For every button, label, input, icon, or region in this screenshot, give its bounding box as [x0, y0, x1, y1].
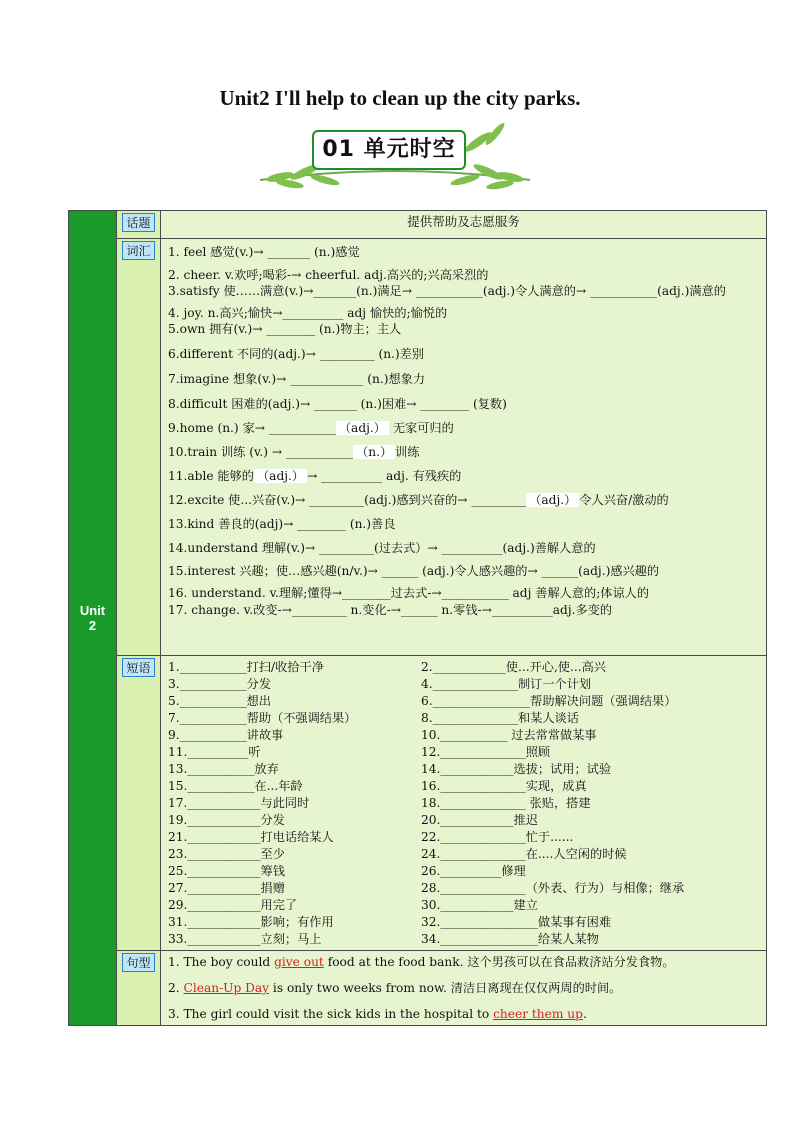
phrase-row	[161, 744, 766, 761]
vocab-row	[69, 239, 767, 656]
topic-cell	[161, 211, 767, 239]
sentence-item: 2. Clean-Up Day is only two weeks from now. 清洁日离现在仅仅两周的时间。	[168, 981, 622, 995]
sentences-row	[69, 951, 767, 1026]
phrase-item: 25.____________筹钱	[168, 864, 285, 878]
phrase-item: 12.______________照顾	[421, 745, 551, 759]
phrase-item: 21.____________打电话给某人	[168, 830, 334, 844]
phrase-row	[161, 676, 766, 693]
phrase-row	[161, 778, 766, 795]
phrase-item: 22.______________忙于......	[421, 830, 574, 844]
phrase-item: 13.___________放弃	[168, 762, 279, 776]
topic-row	[69, 211, 767, 239]
phrase-row	[161, 863, 766, 880]
topic-category-cell	[117, 211, 161, 239]
vocab-item	[161, 468, 766, 484]
phrase-row	[161, 931, 766, 948]
phrase-row	[161, 846, 766, 863]
vocab-item	[161, 420, 766, 436]
phrase-item: 16.______________实现，成真	[421, 779, 587, 793]
sentences-cell	[161, 951, 767, 1026]
pos-box: （adj.）	[336, 421, 389, 435]
phrase-item: 31.____________影响；有作用	[168, 915, 334, 929]
vocab-item: 1. feel 感觉(v.)→ _______ (n.)感觉	[168, 245, 360, 259]
vocab-item-text: 11.able 能够的	[168, 469, 254, 483]
phrases-category-cell	[117, 656, 161, 951]
vocab-item: 17. change. v.改变-→_________ n.变化-→______ n.零钱-→__________adj.多变的	[168, 603, 613, 617]
phrase-item: 8.______________和某人谈话	[421, 711, 579, 725]
phrase-row	[161, 659, 766, 676]
vocab-item: 4. joy. n.高兴;愉快→__________ adj 愉快的;愉悦的	[168, 306, 448, 320]
sentences-category-label: 句型	[122, 953, 154, 972]
topic-text: 提供帮助及志愿服务	[407, 214, 520, 229]
phrase-item: 27.____________捐赠	[168, 881, 285, 895]
banner-label: 01 单元时空	[312, 130, 466, 170]
phrase-row	[161, 880, 766, 897]
sentence-highlight: cheer them up	[493, 1007, 583, 1021]
phrase-item: 3.___________分发	[168, 677, 272, 691]
vocab-item: 3.satisfy 使……满意(v.)→_______(n.)满足→ ___________(adj.)令人满意的→ ___________(adj.)满意的	[168, 284, 726, 298]
unit-label-word: Unit	[79, 603, 106, 618]
pos-box: （n.）	[353, 445, 395, 459]
phrase-item: 19.____________分发	[168, 813, 285, 827]
vocab-item-tail: 令人兴奋/激动的	[579, 493, 669, 507]
vocab-item-text: 10.train 训练 (v.) → ___________	[168, 445, 354, 459]
phrase-item: 26.__________修理	[421, 864, 526, 878]
phrase-row	[161, 710, 766, 727]
phrases-row	[69, 656, 767, 951]
phrase-item: 5.___________想出	[168, 694, 272, 708]
pos-box: （adj.）	[254, 469, 307, 483]
vocab-item-tail: 训练	[395, 445, 420, 459]
phrase-item: 7.___________帮助（不强调结果）	[168, 711, 357, 725]
section-banner	[250, 122, 540, 194]
vocab-item-tail: → __________ adj. 有残疾的	[307, 469, 462, 483]
sentence-highlight: give out	[274, 955, 324, 969]
phrase-item: 1.___________打扫/收拾干净	[168, 660, 324, 674]
sentence-item: 3. The girl could visit the sick kids in the hospital to cheer them up.	[168, 1007, 587, 1021]
vocab-item: 7.imagine 想象(v.)→ ____________ (n.)想象力	[168, 372, 426, 386]
phrase-item: 15.___________在...年龄	[168, 779, 303, 793]
vocab-item: 14.understand 理解(v.)→ _________(过去式）→ __________(adj.)善解人意的	[168, 541, 596, 555]
phrase-item: 2.____________使...开心,使...高兴	[421, 660, 606, 674]
phrase-item: 10.___________ 过去常常做某事	[421, 728, 597, 742]
phrase-item: 4.______________制订一个计划	[421, 677, 592, 691]
phrase-item: 18.______________ 张贴，搭建	[421, 796, 591, 810]
phrase-row	[161, 761, 766, 778]
phrase-item: 30.____________建立	[421, 898, 538, 912]
phrase-item: 29.____________用完了	[168, 898, 298, 912]
vocab-item: 5.own 拥有(v.)→ ________ (n.)物主；主人	[168, 322, 402, 336]
phrase-item: 24.______________在....人空闲的时候	[421, 847, 627, 861]
vocab-category-label: 词汇	[122, 241, 154, 260]
phrase-item: 20.____________推迟	[421, 813, 538, 827]
phrase-item: 9.___________讲故事	[168, 728, 284, 742]
sentence-highlight: Clean-Up Day	[183, 981, 270, 995]
phrase-item: 28.______________（外表、行为）与相像；继承	[421, 881, 685, 895]
vocab-item	[161, 444, 766, 460]
page-title: Unit2 I'll help to clean up the city parks.	[219, 86, 581, 110]
vocab-item-tail: 无家可归的	[388, 421, 454, 435]
phrase-item: 17.____________与此同时	[168, 796, 310, 810]
pos-box: （adj.）	[526, 493, 579, 507]
phrase-item: 11.__________听	[168, 745, 261, 759]
vocab-cell	[161, 239, 767, 656]
vocab-item-text: 12.excite 使...兴奋(v.)→ _________(adj.)感到兴奋的→ _________	[168, 493, 527, 507]
phrase-item: 32.________________做某事有困难	[421, 915, 612, 929]
topic-category-label: 话题	[122, 213, 154, 232]
phrase-row	[161, 727, 766, 744]
phrase-item: 23.____________至少	[168, 847, 285, 861]
phrase-item: 14.____________选拔；试用；试验	[421, 762, 612, 776]
vocab-category-cell	[117, 239, 161, 656]
sentence-item: 1. The boy could give out food at the food bank. 这个男孩可以在食品救济站分发食物。	[168, 955, 675, 969]
phrase-row	[161, 812, 766, 829]
unit-summary-table	[68, 210, 767, 1026]
phrases-category-label: 短语	[122, 658, 154, 677]
unit-label-number: 2	[88, 618, 97, 633]
phrase-item: 34.________________给某人某物	[421, 932, 599, 946]
vocab-item: 2. cheer. v.欢呼;喝彩-→ cheerful. adj.高兴的;兴高采烈的	[168, 268, 489, 282]
phrase-row	[161, 693, 766, 710]
unit-cell	[69, 211, 117, 1026]
vocab-item: 13.kind 善良的(adj)→ ________ (n.)善良	[168, 517, 396, 531]
vocab-item: 16. understand. v.理解;懂得→________过去式-→___________ adj 善解人意的;体谅人的	[168, 586, 650, 600]
vocab-item	[161, 492, 766, 508]
phrase-list	[161, 659, 766, 948]
sentences-category-cell	[117, 951, 161, 1026]
vocab-item: 8.difficult 困难的(adj.)→ _______ (n.)困难→ ________ (复数)	[168, 397, 507, 411]
vocab-item: 15.interest 兴趣；使…感兴趣(n/v.)→ ______ (adj.)令人感兴趣的→ ______(adj.)感兴趣的	[168, 564, 660, 578]
vocab-item-text: 9.home (n.) 家→ ___________	[168, 421, 336, 435]
phrase-row	[161, 897, 766, 914]
phrase-row	[161, 914, 766, 931]
phrases-cell	[161, 656, 767, 951]
phrase-row	[161, 795, 766, 812]
phrase-item: 6.________________帮助解决问题（强调结果）	[421, 694, 677, 708]
vocab-item: 6.different 不同的(adj.)→ _________ (n.)差别	[168, 347, 425, 361]
phrase-row	[161, 829, 766, 846]
phrase-item: 33.____________立刻；马上	[168, 932, 322, 946]
